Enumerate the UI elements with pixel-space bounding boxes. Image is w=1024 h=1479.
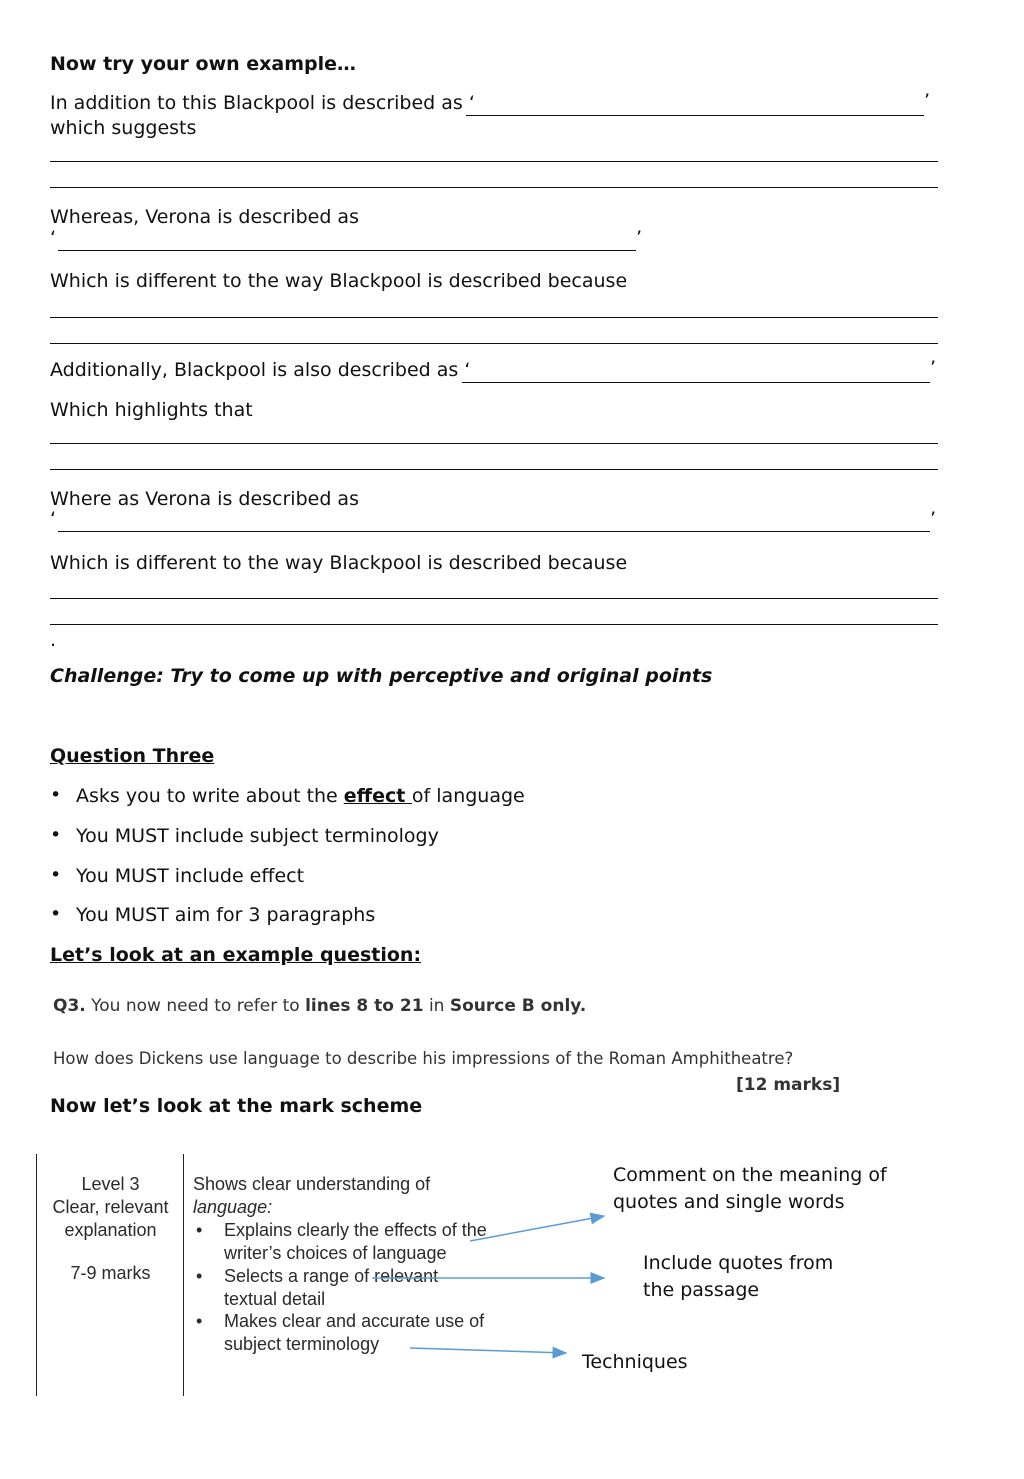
close-quote: ’ <box>930 508 937 530</box>
annotation-techniques: Techniques <box>582 1351 688 1373</box>
level-title: Level 3 <box>81 1174 140 1194</box>
bullet-dot: • <box>50 864 62 886</box>
descriptor-bullet: • <box>196 1220 203 1240</box>
level-desc: Clear, relevant <box>52 1197 169 1217</box>
q3-question: How does Dickens use language to describe his impressions of the Roman Amphitheatre? <box>53 1049 794 1068</box>
section-heading: Now try your own example… <box>50 53 357 75</box>
bullet-dot: • <box>50 784 62 806</box>
prompt-line: which suggests <box>50 117 197 139</box>
bullet-item: You MUST include subject terminology <box>76 825 439 847</box>
bullet-item: You MUST include effect <box>76 865 305 887</box>
descriptor-intro: Shows clear understanding of <box>193 1174 431 1194</box>
prompt-line: Additionally, Blackpool is also described as ‘ <box>50 359 471 381</box>
descriptor-language: language: <box>193 1197 273 1217</box>
close-quote: ’ <box>930 357 937 379</box>
bullet-dot: • <box>50 903 62 925</box>
bullet-item: Asks you to write about the effect of language <box>76 785 525 807</box>
trailing-dot: . <box>50 629 57 651</box>
arrow-to-meaning <box>470 1216 604 1241</box>
prompt-line: Which is different to the way Blackpool is described because <box>50 552 628 574</box>
descriptor-bullet: • <box>196 1311 203 1331</box>
close-quote: ’ <box>636 227 643 249</box>
bullet-dot: • <box>50 824 62 846</box>
prompt-line: In addition to this Blackpool is described as ‘ <box>50 92 475 114</box>
prompt-line: Which is different to the way Blackpool is described because <box>50 270 628 292</box>
descriptor-item: Selects a range of relevant textual detail <box>224 1266 439 1309</box>
close-quote: ’ <box>924 90 931 112</box>
open-quote: ‘ <box>50 227 57 249</box>
q3-instruction: Q3. You now need to refer to lines 8 to 21 in Source B only. <box>53 996 587 1016</box>
arrow-to-techniques <box>410 1348 566 1353</box>
question-three-title: Question Three <box>50 745 215 767</box>
level-desc: explanation <box>64 1220 157 1240</box>
prompt-line: Whereas, Verona is described as <box>50 206 359 228</box>
descriptor-item: Explains clearly the effects of the writer’s choices of language <box>224 1220 487 1263</box>
q3-marks: [12 marks] <box>736 1075 841 1095</box>
prompt-line: Where as Verona is described as <box>50 488 359 510</box>
level-marks: 7-9 marks <box>70 1263 151 1283</box>
open-quote: ‘ <box>50 508 57 530</box>
example-heading: Let’s look at an example question: <box>50 944 422 966</box>
mark-scheme-heading: Now let’s look at the mark scheme <box>50 1095 423 1117</box>
descriptor-bullet: • <box>196 1266 203 1286</box>
descriptor-item: Makes clear and accurate use of subject terminology <box>224 1311 485 1354</box>
bullet-item: You MUST aim for 3 paragraphs <box>76 904 376 926</box>
challenge-text: Challenge: Try to come up with perceptive and original points <box>50 665 713 687</box>
prompt-line: Which highlights that <box>50 399 253 421</box>
annotation-quotes: Include quotes from the passage <box>643 1252 834 1301</box>
annotation-meaning: Comment on the meaning of quotes and single words <box>613 1164 887 1213</box>
